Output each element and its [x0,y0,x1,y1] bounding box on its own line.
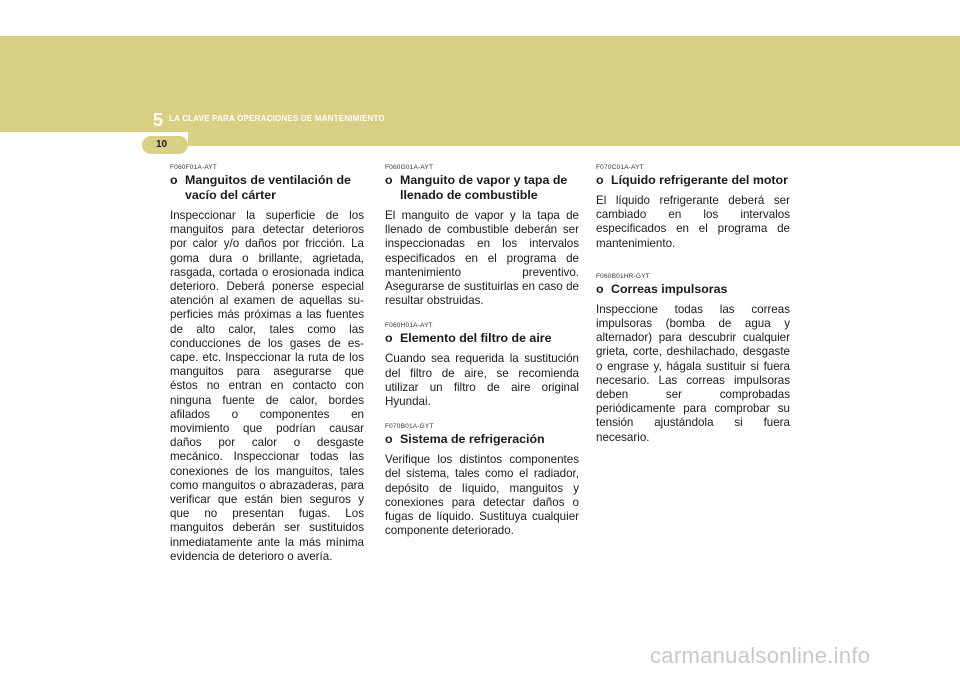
section-body: Cuando sea requerida la sustitución del filtro de aire, se recomienda utilizar un filtro de aire original Hyundai. [385,352,579,409]
section-body: Inspeccione todas las correas impulsoras (bomba de agua y alternador) para descubrir cualquier grieta, corte, deshilachado, desgaste o engrase y, hágala sustituir si fuera necesario. Las correas impulsoras deben ser comprobadas periódicamente para comprobar su tensión ajustándola si fuera necesario. [596,302,790,444]
section-code: F060F01A-AYT [170,164,218,171]
section-heading-text: Correas impulsoras [611,281,728,296]
section-cooling-system [385,423,579,538]
column-3 [596,164,790,459]
chapter-number: 5 [153,110,164,130]
section-crankcase-hoses [170,164,364,564]
section-body: Inspeccionar la superficie de los manguitos para detectar deterioros por calor y/o daños por fricción. La goma dura o brillante, agrietada, rasgada, cortada o erosionada indica deterioro. Deberá ponerse especial atención al examen de aquellas su- perficies más próximas a las fuentes de alto calor, tales como las conducciones de los gases de es- cape. etc. Inspeccionar la ruta de los manguitos para asegurarse que éstos no entran en contacto con ninguna fuente de calor, bordes afilados o componentes en movimiento que podrían causar daños por calor o desgaste mecánico. Inspeccionar todas las conexiones de los manguitos, tales como manguitos o abrazaderas, para verificar que están bien seguros y que no presentan fugas. Los manguitos deberán ser sustituidos inmediatamente ante la más mínima evidencia de deterioro o avería. [170,209,364,563]
section-drive-belts [596,273,790,445]
bullet-icon: o [170,173,178,187]
bullet-icon: o [385,432,393,447]
section-vapor-hose [385,164,579,308]
section-coolant [596,164,790,251]
section-air-filter [385,322,579,409]
section-body: El líquido refrigerante deberá ser cambiado en los intervalos especificados en el programa de mantenimiento. [596,194,790,250]
section-title: LA CLAVE PARA OPERACIONES DE MANTENIMIENTO [169,114,385,123]
section-body: Verifique los distintos componentes del sistema, tales como el radiador, depósito de líquido, manguitos y conexiones para detectar daños o fugas de líquido. Sustituya cualquier componente deteriorado. [385,453,579,538]
bullet-icon: o [596,173,604,187]
section-heading-text: Manguitos de ventilación de vacío del cárter [185,173,351,202]
section-heading [385,331,579,346]
header-band [0,36,960,132]
section-code: F070B01A-GYT [385,423,434,431]
bullet-icon: o [596,281,604,296]
section-code: F060B01HR-GYT [596,272,650,280]
bullet-icon: o [385,331,393,346]
section-heading [385,432,579,447]
page-number: 10 [156,139,168,150]
section-code: F070C01A-AYT [596,164,644,171]
section-heading [596,282,790,297]
column-1 [170,164,364,578]
section-heading-text: Líquido refrigerante del motor [611,173,788,187]
section-code: F060G01A-AYT [385,164,434,171]
section-heading-text: Elemento del filtro de aire [400,331,552,346]
bullet-icon: o [385,173,393,187]
section-heading-text: Sistema de refrigeración [400,432,545,447]
section-heading [596,173,790,188]
watermark: carmanualsonline.info [650,643,871,668]
section-body: El manguito de vapor y la tapa de llenado de combustible deberán ser inspeccionadas en los intervalos especificados en el programa de mantenimiento preventivo. Asegurarse de sustituirlas en caso de resultar obstruidas. [385,209,579,308]
section-code: F060H01A-AYT [385,322,433,330]
section-heading-text: Manguito de vapor y tapa de llenado de combustible [400,173,568,202]
section-heading [385,173,579,203]
column-2 [385,164,579,552]
section-heading [170,173,364,203]
